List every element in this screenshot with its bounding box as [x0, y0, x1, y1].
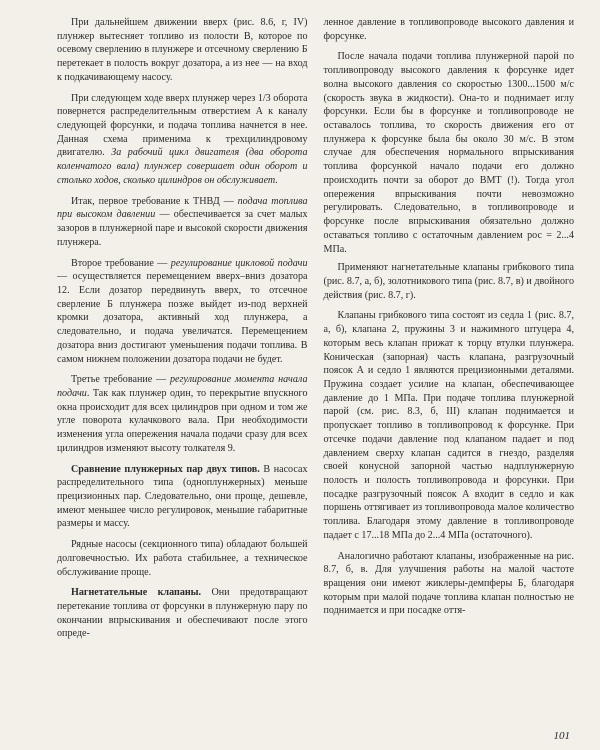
italic-text: подача топлива при высоком давлении: [57, 195, 308, 221]
italic-text: регулирование цикловой подачи: [170, 257, 308, 269]
paragraph: [57, 463, 308, 532]
text-run: Они предотвращают перетекание топлива от форсунки в плунжерную пару по окончании впрыскивания и обеспечивают после этого опреде-: [57, 587, 308, 640]
paragraph: Применяют нагнетательные клапаны грибкового типа (рис. 8.7, а, б), золотникового типа (рис. 8.7, в) и двойного действия (рис. 8.7, г).: [323, 262, 574, 301]
paragraph: [324, 50, 575, 256]
text-run: — обеспечивается за счет малых зазоров в плунжерной паре и высокой скорости движения плунжера.: [57, 209, 308, 248]
right-column: [324, 16, 575, 648]
text-run: Итак, первое требование к ТНВД —: [71, 195, 238, 207]
italic-text: За рабочий цикл двигателя (два оборота коленчатого вала) плунжер совершает один оборот и столько ходов, сколько цилиндров он обслуживает.: [57, 147, 308, 186]
text-run: Третье требование —: [71, 374, 170, 386]
text-columns: [57, 16, 574, 648]
paragraph: ленное давление в топливопроводе высокого давления и форсунке.: [323, 17, 574, 42]
paragraph: [57, 92, 308, 188]
paragraph: При дальнейшем движении вверх (рис. 8.6, г, IV) плунжер вытесняет топливо из полости В, которое по осевому сверлению в плунжере и отсечному сверлению Б перетекает в полость вокруг дозатора, а из нее — на вход к подкачивающему насосу.: [57, 17, 308, 83]
text-run: В насосах распределительного типа (одноплунжерных) меньше прецизионных пар. Следовательно, они проще, дешевле, имеют меньшее число регулировок, меньшие габаритные размеры и массу.: [57, 463, 308, 530]
text-run: — осуществляется перемещением вверх–вниз дозатора 12. Если дозатор передвинуть вверх, то отсечное сверление Б плунжера позже выйдет из-под верхней кромки дозатора, активный ход плунжера, а следовательно, и подача увеличатся. Перемещением дозатора вниз достигают уменьшения подачи топлива. В самом нижнем положении дозатора подачи не будет.: [57, 271, 308, 365]
text-run: . Так как плунжер один, то перекрытие впускного окна происходит для всех цилиндров при одном и том же угле поворота кулачкового вала. При необходимости изменения угла опережения начала подачи сразу для всех цилиндров изменяют высоту толкателя 9.: [57, 387, 308, 454]
paragraph: [57, 195, 308, 250]
paragraph: [57, 257, 308, 367]
paragraph: Рядные насосы (секционного типа) обладают большей долговечностью. Их работа стабильнее, а техническое обслуживание проще.: [57, 539, 308, 578]
paragraph: [57, 586, 308, 641]
text-run: Второе требование —: [71, 257, 171, 269]
formula: pос = 2...4 МПа.: [323, 229, 574, 255]
paragraph: Клапаны грибкового типа состоят из седла 1 (рис. 8.7, а, б), клапана 2, пружины 3 и нажимного штуцера 4, которым весь клапан прижат к торцу втулки плунжера. Коническая (запорная) часть клапана, разгрузочный поясок А и седло 1 являются прецизионными деталями. Пружина создает усилие на клапан, обеспечивающее давление до 1 МПа. При подаче топлива плунжерной парой (см. рис. 8.3, б, III) клапан поднимается и пропускает топливо в топливопровод к форсунке. При отсечке подачи давление под клапаном падает и под давлением сверху клапан садится в гнездо, разделяя своей конусной запорной частью надплунжерную полость и полость топливопровода и форсунки. При посадке разгрузочный поясок А входит в седло и как поршень оттягивает из топливопровода малое количество топлива. Благодаря этому давление в топливопроводе падает с 17...18 МПа до 2...4 МПа (остаточного).: [323, 310, 574, 541]
bold-heading: Сравнение плунжерных пар двух типов.: [71, 463, 260, 475]
page-number: 101: [553, 730, 570, 742]
left-column: [57, 16, 308, 648]
text-run: При следующем ходе вверх плунжер через 1/3 оборота повернется распределительным отверстием А к каналу следующей форсунки, и подача топлива начнется в нее. Данная схема применима к трехцилиндровому двигателю.: [57, 92, 308, 159]
bold-heading: Нагнетательные клапаны.: [71, 587, 202, 599]
paragraph: Аналогично работают клапаны, изображенные на рис. 8.7, б, в. Для улучшения работы на малой частоте вращения они имеют жиклеры-демпферы Б, благодаря которым при малой подаче топлива клапан полностью не поднимается и при посадке оття-: [323, 550, 574, 617]
paragraph: [57, 373, 308, 455]
text-run: После начала подачи топлива плунжерной парой по топливопроводу высокого давления к форсунке идет волна высокого давления со скоростью 1300...1500 м/с (скорость звука в жидкости). Она-то и поднимает иглу форсунки. Если бы в форсунке и топливопроводе не оставалось топлива, то скорость движения его от плунжера к форсунке была бы около 30 м/с. В этом случае для обеспечения нормального впрыскивания топлива форсункой начало подачи его должно происходить почти за оборот до ВМТ (!). Тогда угол опережения впрыскивания почти невозможно регулировать. Следовательно, в топливопроводе и форсунке после впрыскивания обязательно должно оставаться топливо с остаточным давлением: [323, 51, 574, 241]
italic-text: регулирование момента начала подачи: [57, 374, 308, 399]
